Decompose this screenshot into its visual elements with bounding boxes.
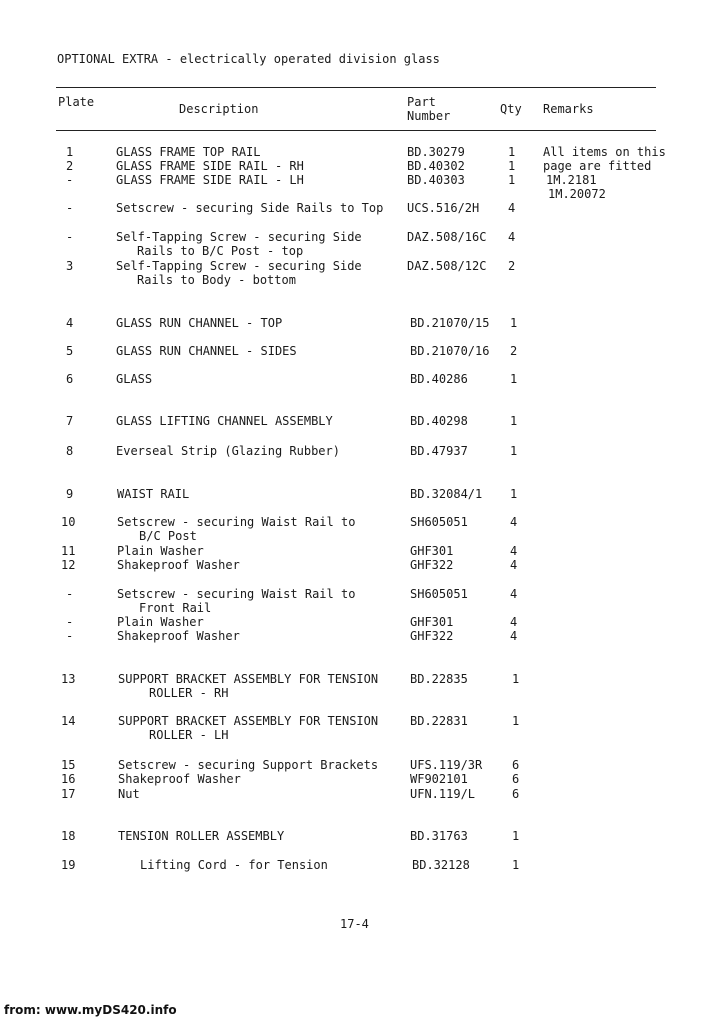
part-description: TENSION ROLLER ASSEMBLY	[118, 829, 285, 843]
quantity: 1	[510, 487, 518, 501]
part-description: Self-Tapping Screw - securing Side	[116, 230, 362, 244]
part-description: ROLLER - RH	[149, 686, 229, 700]
plate-number: -	[66, 201, 74, 215]
page-number: 17-4	[340, 917, 369, 931]
plate-number: -	[66, 615, 74, 629]
quantity: 1	[512, 858, 520, 872]
part-number: GHF322	[410, 629, 454, 643]
part-number: BD.32084/1	[410, 487, 483, 501]
part-number: BD.40303	[407, 173, 465, 187]
plate-number: 2	[66, 159, 74, 173]
col-header-part-line1: Part	[407, 95, 436, 109]
remarks-line-3: 1M.2181	[546, 173, 597, 187]
remarks-line-4: 1M.20072	[548, 187, 606, 201]
part-number: BD.40286	[410, 372, 468, 386]
part-number: BD.31763	[410, 829, 468, 843]
part-description: Plain Washer	[117, 615, 204, 629]
part-number: BD.32128	[412, 858, 470, 872]
remarks-line-2: page are fitted	[543, 159, 652, 173]
part-number: GHF301	[410, 615, 454, 629]
quantity: 4	[510, 615, 518, 629]
part-number: BD.22835	[410, 672, 468, 686]
part-number: SH605051	[410, 587, 468, 601]
quantity: 1	[510, 316, 518, 330]
quantity: 2	[510, 344, 518, 358]
part-number: BD.22831	[410, 714, 468, 728]
plate-number: 19	[61, 858, 76, 872]
quantity: 4	[510, 587, 518, 601]
plate-number: 13	[61, 672, 76, 686]
plate-number: 10	[61, 515, 76, 529]
part-description: Shakeproof Washer	[117, 629, 240, 643]
part-number: DAZ.508/12C	[407, 259, 487, 273]
part-description: ROLLER - LH	[149, 728, 229, 742]
part-description: Setscrew - securing Waist Rail to	[117, 587, 356, 601]
part-number: BD.47937	[410, 444, 468, 458]
part-description: Setscrew - securing Side Rails to Top	[116, 201, 384, 215]
part-number: SH605051	[410, 515, 468, 529]
plate-number: 15	[61, 758, 76, 772]
plate-number: -	[66, 629, 74, 643]
col-header-remarks: Remarks	[543, 102, 594, 116]
part-number: BD.40302	[407, 159, 465, 173]
quantity: 4	[508, 230, 516, 244]
quantity: 1	[508, 173, 516, 187]
part-description: SUPPORT BRACKET ASSEMBLY FOR TENSION	[118, 714, 379, 728]
part-description: GLASS RUN CHANNEL - TOP	[116, 316, 283, 330]
header-top-rule	[56, 87, 656, 88]
part-description: GLASS FRAME TOP RAIL	[116, 145, 261, 159]
quantity: 4	[510, 544, 518, 558]
page-title: OPTIONAL EXTRA - electrically operated division glass	[57, 52, 440, 66]
plate-number: 8	[66, 444, 74, 458]
quantity: 1	[512, 714, 520, 728]
quantity: 1	[510, 444, 518, 458]
plate-number: 9	[66, 487, 74, 501]
part-description: WAIST RAIL	[117, 487, 190, 501]
plate-number: 4	[66, 316, 74, 330]
quantity: 1	[508, 159, 516, 173]
plate-number: 16	[61, 772, 76, 786]
part-number: WF902101	[410, 772, 468, 786]
part-description: Plain Washer	[117, 544, 204, 558]
plate-number: -	[66, 587, 74, 601]
quantity: 4	[510, 515, 518, 529]
part-description: Lifting Cord - for Tension	[140, 858, 328, 872]
quantity: 4	[510, 558, 518, 572]
plate-number: 7	[66, 414, 74, 428]
plate-number: 5	[66, 344, 74, 358]
part-description: Rails to Body - bottom	[137, 273, 296, 287]
quantity: 6	[512, 787, 520, 801]
part-description: Setscrew - securing Waist Rail to	[117, 515, 356, 529]
part-number: BD.30279	[407, 145, 465, 159]
col-header-description: Description	[179, 102, 259, 116]
part-number: GHF322	[410, 558, 454, 572]
quantity: 1	[512, 829, 520, 843]
part-description: Shakeproof Washer	[118, 772, 241, 786]
part-description: GLASS RUN CHANNEL - SIDES	[116, 344, 297, 358]
source-footer: from: www.myDS420.info	[4, 1003, 177, 1017]
part-description: GLASS LIFTING CHANNEL ASSEMBLY	[116, 414, 333, 428]
quantity: 4	[508, 201, 516, 215]
part-number: UCS.516/2H	[407, 201, 480, 215]
quantity: 6	[512, 772, 520, 786]
col-header-qty: Qty	[500, 102, 522, 116]
plate-number: 11	[61, 544, 76, 558]
part-description: Setscrew - securing Support Brackets	[118, 758, 379, 772]
plate-number: -	[66, 173, 74, 187]
part-description: Front Rail	[139, 601, 212, 615]
quantity: 6	[512, 758, 520, 772]
quantity: 2	[508, 259, 516, 273]
plate-number: -	[66, 230, 74, 244]
col-header-plate: Plate	[58, 95, 95, 109]
part-number: UFS.119/3R	[410, 758, 483, 772]
part-description: SUPPORT BRACKET ASSEMBLY FOR TENSION	[118, 672, 379, 686]
quantity: 1	[508, 145, 516, 159]
quantity: 1	[510, 414, 518, 428]
header-bottom-rule	[56, 130, 656, 131]
plate-number: 1	[66, 145, 74, 159]
part-number: GHF301	[410, 544, 454, 558]
part-description: Rails to B/C Post - top	[137, 244, 304, 258]
quantity: 4	[510, 629, 518, 643]
remarks-line-1: All items on this	[543, 145, 666, 159]
quantity: 1	[510, 372, 518, 386]
part-description: GLASS	[116, 372, 153, 386]
part-description: Nut	[118, 787, 140, 801]
part-description: Everseal Strip (Glazing Rubber)	[116, 444, 340, 458]
part-description: GLASS FRAME SIDE RAIL - RH	[116, 159, 304, 173]
quantity: 1	[512, 672, 520, 686]
part-number: UFN.119/L	[410, 787, 476, 801]
plate-number: 6	[66, 372, 74, 386]
part-description: Shakeproof Washer	[117, 558, 240, 572]
part-description: GLASS FRAME SIDE RAIL - LH	[116, 173, 304, 187]
plate-number: 12	[61, 558, 76, 572]
plate-number: 14	[61, 714, 76, 728]
part-description: B/C Post	[139, 529, 197, 543]
plate-number: 3	[66, 259, 74, 273]
part-number: BD.21070/16	[410, 344, 490, 358]
part-number: BD.21070/15	[410, 316, 490, 330]
part-description: Self-Tapping Screw - securing Side	[116, 259, 362, 273]
part-number: BD.40298	[410, 414, 468, 428]
col-header-part-line2: Number	[407, 109, 451, 123]
plate-number: 18	[61, 829, 76, 843]
part-number: DAZ.508/16C	[407, 230, 487, 244]
plate-number: 17	[61, 787, 76, 801]
